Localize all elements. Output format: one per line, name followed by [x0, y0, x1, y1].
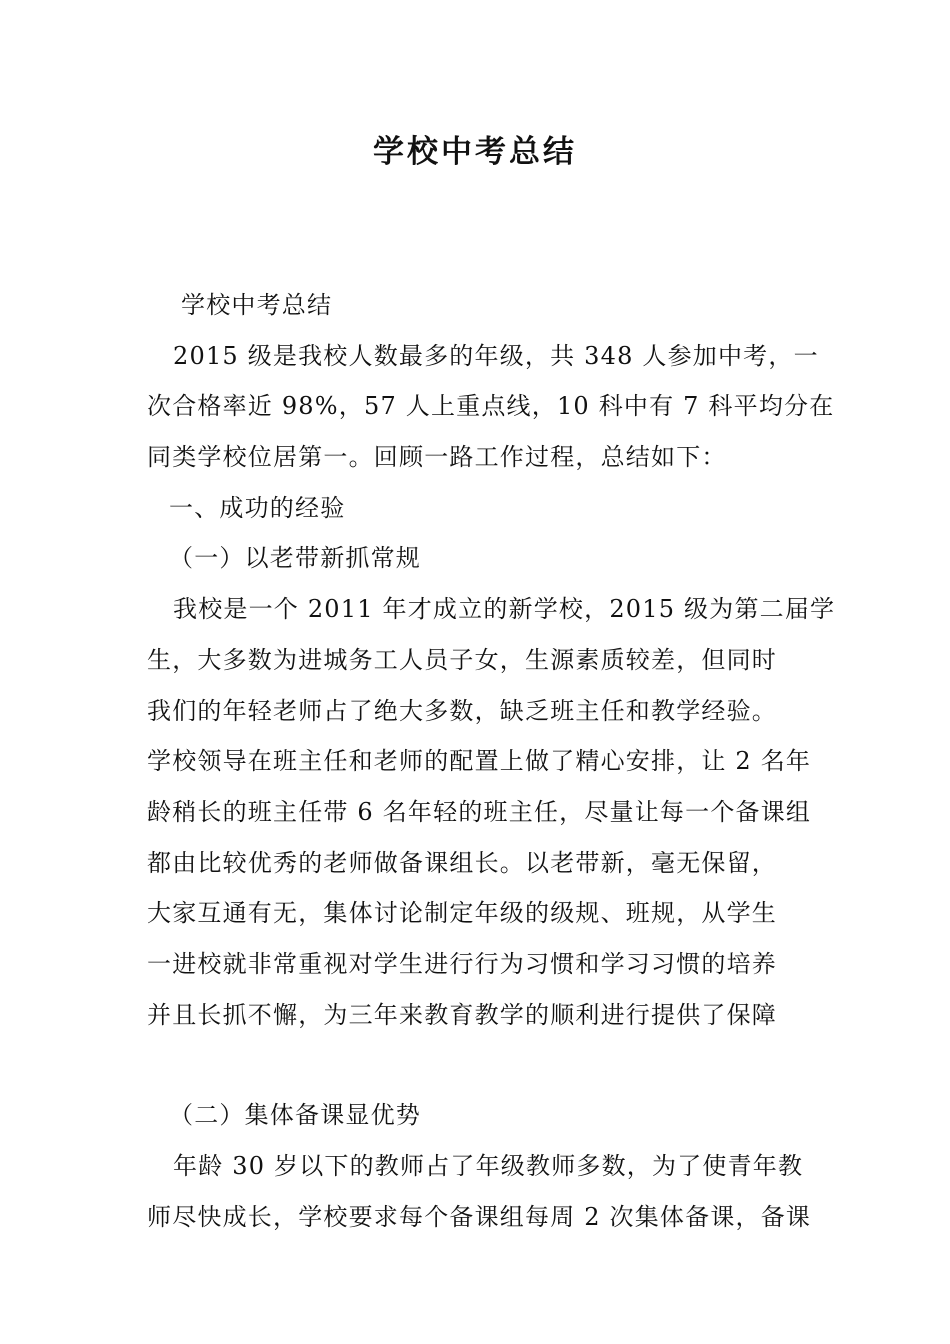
paragraph-line: 生，大多数为进城务工人员子女，生源素质较差，但同时 [147, 645, 777, 674]
paragraph-line: 同类学校位居第一。回顾一路工作过程，总结如下： [147, 443, 727, 472]
paragraph-line: 我们的年轻老师占了绝大多数，缺乏班主任和教学经验。 [147, 696, 777, 725]
paragraph-line: 次合格率近 98%，57 人上重点线，10 科中有 7 科平均分在 [147, 392, 835, 421]
section-heading: 一、成功的经验 [169, 493, 346, 522]
paragraph-gap [147, 1040, 807, 1090]
subtitle-line: 学校中考总结 [181, 291, 333, 319]
paragraph-line: 年龄 30 岁以下的教师占了年级教师多数，为了使青年教 [173, 1152, 804, 1180]
paragraph-line: 一进校就非常重视对学生进行行为习惯和学习习惯的培养 [147, 949, 777, 978]
document-body [147, 280, 836, 1242]
paragraph-line: 并且长抓不懈，为三年来教育教学的顺利进行提供了保障 [147, 1000, 777, 1029]
paragraph-line: 龄稍长的班主任带 6 名年轻的班主任，尽量让每一个备课组 [147, 797, 812, 826]
subsection-heading: （二）集体备课显优势 [169, 1101, 421, 1130]
paragraph-line: 学校领导在班主任和老师的配置上做了精心安排，让 2 名年 [147, 747, 812, 776]
paragraph-line: 师尽快成长，学校要求每个备课组每周 2 次集体备课，备课 [147, 1202, 812, 1231]
paragraph-line: 2015 级是我校人数最多的年级，共 348 人参加中考，一 [173, 341, 819, 370]
paragraph-line: 都由比较优秀的老师做备课组长。以老带新，毫无保留， [147, 848, 777, 877]
document-title: 学校中考总结 [373, 134, 577, 170]
paragraph-line: 大家互通有无，集体讨论制定年级的级规、班规，从学生 [147, 899, 777, 928]
paragraph-line: 我校是一个 2011 年才成立的新学校，2015 级为第二届学 [173, 595, 836, 624]
subsection-heading: （一）以老带新抓常规 [169, 544, 421, 573]
